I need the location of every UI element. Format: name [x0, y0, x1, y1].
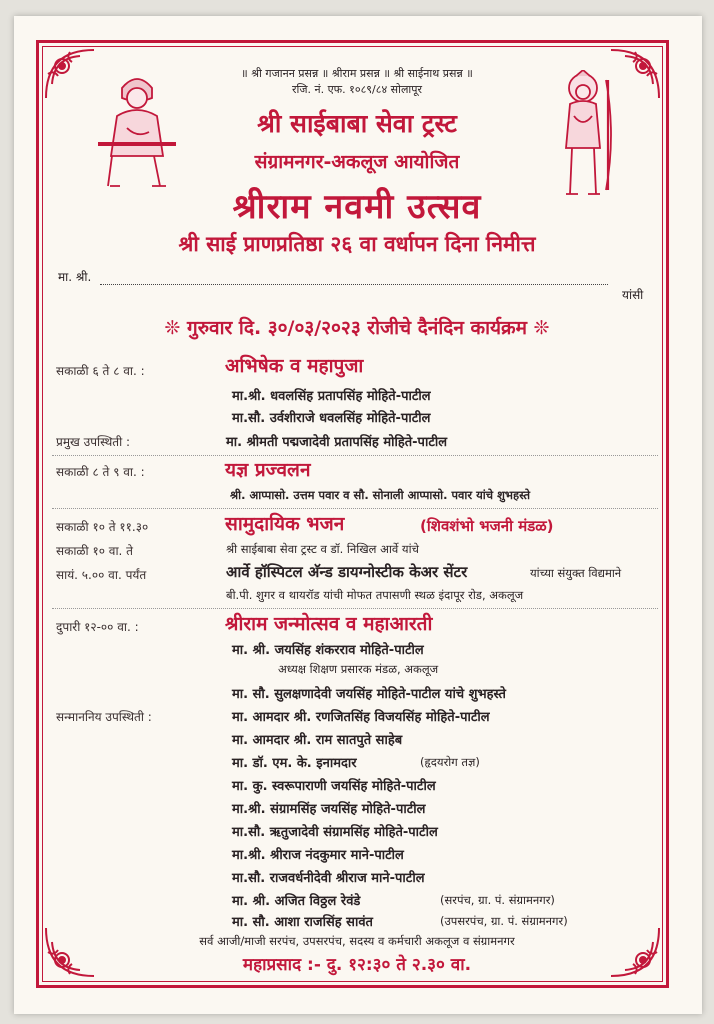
time-label: सायं. ५.०० वा. पर्यंत	[56, 568, 147, 582]
honored-label: सन्माननिय उपस्थिती :	[56, 710, 152, 724]
separator	[52, 508, 658, 509]
guest-note: (उपसरपंच, ग्रा. पं. संग्रामनगर)	[440, 914, 568, 928]
separator	[52, 608, 658, 609]
guest-line: मा. श्री. अजित विठ्ठल रेवंडे	[232, 894, 361, 909]
time-label: सकाळी ८ ते ९ वा. :	[56, 465, 145, 479]
recipient-prefix: मा. श्री.	[58, 270, 92, 284]
presence-label: प्रमुख उपस्थिती :	[56, 435, 131, 449]
registration-number: रजि. नं. एफ. १०८९/८४ सोलापूर	[291, 83, 423, 96]
guest-note: (हृदयरोग तज्ञ)	[420, 755, 480, 769]
recipient-blank-line	[100, 284, 608, 285]
guest-line: मा.सौ. राजवर्धनीदेवी श्रीराज माने-पाटील	[232, 871, 425, 886]
person-line: मा. श्री. जयसिंह शंकरराव मोहिते-पाटील	[232, 643, 424, 658]
info-line: बी.पी. शुगर व थायरॉड यांची मोफत तपासणी स्थळ इंदापूर रोड, अकलूज	[226, 588, 524, 602]
trust-name: श्री साईबाबा सेवा ट्रस्ट	[257, 109, 457, 138]
guest-line: मा. सौ. आशा राजसिंह सावंत	[232, 915, 373, 930]
item-title-bhajan: सामुदायिक भजन	[225, 513, 345, 535]
time-label: सकाळी १० वा. ते	[56, 544, 134, 558]
time-label: सकाळी ६ ते ८ वा. :	[56, 364, 145, 378]
guest-line: मा. कु. स्वरूपाराणी जयसिंह मोहिते-पाटील	[232, 779, 436, 794]
occasion-line: श्री साई प्राणप्रतिष्ठा २६ वा वर्धापन दिना निमीत्त	[178, 232, 536, 256]
item-title-abhishek: अभिषेक व महापुजा	[225, 355, 364, 377]
item-title-janmotsav: श्रीराम जन्मोत्सव व महाआरती	[225, 613, 433, 635]
closing-line: सर्व आजी/माजी सरपंच, उपसरपंच, सदस्य व कर्मचारी अकलूज व संग्रामनगर	[199, 934, 515, 948]
separator	[52, 455, 658, 456]
designation-line: अध्यक्ष शिक्षण प्रसारक मंडळ, अकलूज	[278, 662, 439, 676]
blessings-line: ॥ श्री गजानन प्रसन्न ॥ श्रीराम प्रसन्न ॥ श्री साईनाथ प्रसन्न ॥	[241, 67, 473, 80]
time-label: दुपारी १२-०० वा. :	[56, 620, 139, 634]
program-heading: ❊ गुरुवार दि. ३०/०३/२०२३ रोजीचे दैनंदिन कार्यक्रम ❊	[164, 317, 550, 339]
person-line: मा. श्रीमती पद्मजादेवी प्रतापसिंह मोहिते-पाटील	[226, 435, 448, 450]
guest-line: मा.सौ. ऋतुजादेवी संग्रामसिंह मोहिते-पाटील	[232, 825, 438, 840]
organizer-line: संग्रामनगर-अकलूज आयोजित	[254, 151, 460, 173]
person-line: श्री. आप्पासो. उत्तम पवार व सौ. सोनाली आप्पासो. पवार यांचे शुभहस्ते	[230, 488, 531, 502]
guest-note: (सरपंच, ग्रा. पं. संग्रामनगर)	[440, 893, 555, 907]
person-line: मा.सौ. उर्वशीराजे धवलसिंह मोहिते-पाटील	[232, 411, 431, 426]
corner-ornament-icon	[40, 44, 100, 104]
info-line: यांच्या संयुक्त विद्यमाने	[530, 566, 622, 580]
event-title: श्रीराम नवमी उत्सव	[232, 187, 482, 227]
guest-line: मा. डॉ. एम. के. इनामदार	[232, 756, 357, 771]
guest-line: मा. आमदार श्री. राम सातपुते साहेब	[232, 733, 403, 748]
time-label: सकाळी १० ते ११.३०	[56, 520, 149, 534]
item-title-yagna: यज्ञ प्रज्वलन	[225, 459, 311, 481]
hospital-name: आर्वे हॉस्पिटल अ‍ॅन्ड डायग्नोस्टीक केअर सेंटर	[226, 563, 468, 581]
guest-line: मा.श्री. संग्रामसिंह जयसिंह मोहिते-पाटील	[232, 802, 426, 817]
info-line: श्री साईबाबा सेवा ट्रस्ट व डॉ. निखिल आर्वे यांचे	[226, 542, 419, 556]
guest-line: मा.श्री. श्रीराज नंदकुमार माने-पाटील	[232, 848, 404, 863]
person-line: मा. सौ. सुलक्षणादेवी जयसिंह मोहिते-पाटील यांचे शुभहस्ते	[232, 687, 506, 702]
recipient-suffix: यांसी	[622, 288, 644, 302]
guest-line: मा. आमदार श्री. रणजितसिंह विजयसिंह मोहिते-पाटील	[232, 710, 490, 725]
bhajan-group: (शिवशंभो भजनी मंडळ)	[420, 517, 554, 535]
person-line: मा.श्री. धवलसिंह प्रतापसिंह मोहिते-पाटील	[232, 389, 431, 404]
mahaprasad-line: महाप्रसाद :- दु. १२:३० ते २.३० वा.	[242, 955, 472, 975]
